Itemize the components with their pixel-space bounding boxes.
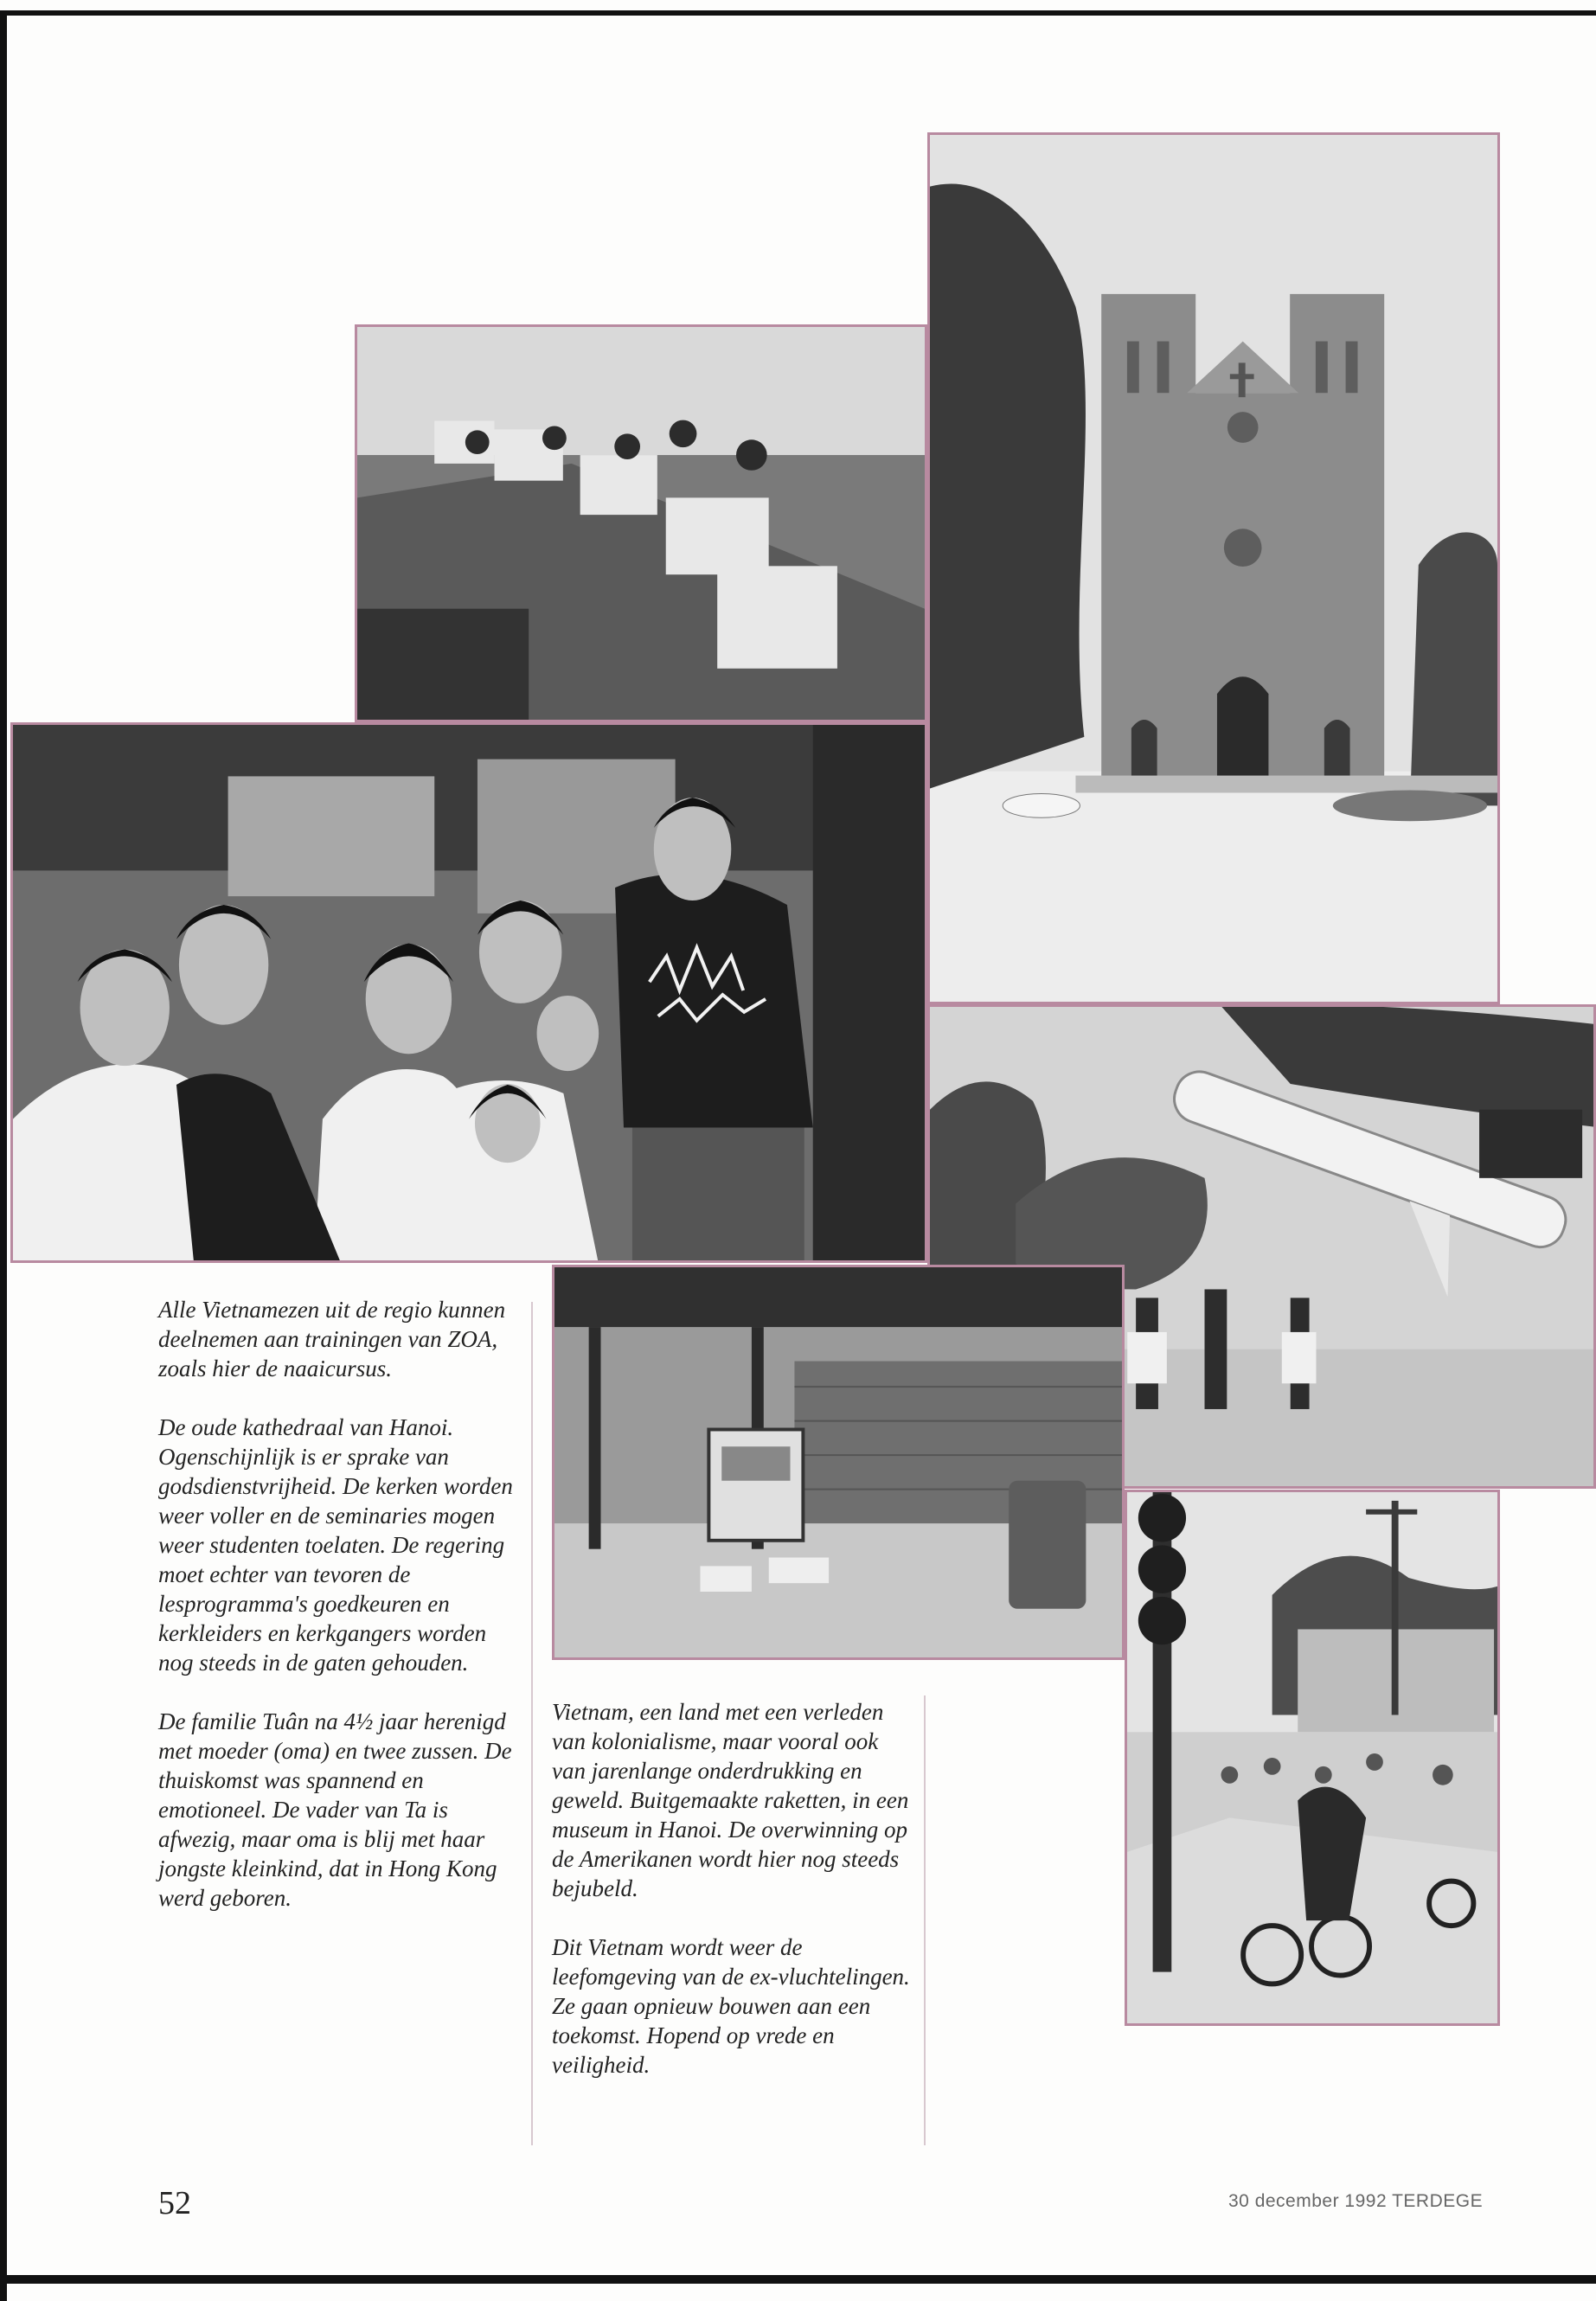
- scan-border-bottom: [0, 2275, 1596, 2284]
- photo-sewing-class: [355, 324, 927, 722]
- page-number: 52: [158, 2185, 191, 2221]
- photo-market-stall: [552, 1265, 1125, 1660]
- caption-future: Dit Vietnam wordt weer de leefomgeving van de ex-vluchtelingen. Ze gaan opnieuw bouwen aan een toekomst. Hopend op vrede en veiligheid.: [552, 1934, 910, 2078]
- photo-family-tuan: [10, 722, 927, 1263]
- photo-hanoi-cathedral: [927, 132, 1500, 1004]
- caption-captured-missiles: Vietnam, een land met een verleden van kolonialisme, maar vooral ook van jarenlange onderdrukking en geweld. Buitgemaakte raketten, in een museum in Hanoi. De overwinning op de Amerikanen wordt hier nog steeds bejubeld.: [552, 1699, 909, 1901]
- photo-hanoi-street: [1125, 1490, 1500, 2026]
- caption-hanoi-cathedral: De oude kathedraal van Hanoi. Ogenschijnlijk is er sprake van godsdienstvrijheid. De kerken worden weer voller en de seminaries mogen weer studenten toelaten. De regering moet echter van tevoren de lesprogramma's goedkeuren en kerkleiders en kerkgangers worden nog steeds in de gaten gehouden.: [158, 1414, 513, 1676]
- column-rule-middle: [924, 1695, 926, 2145]
- caption-column-middle: [552, 1697, 915, 2109]
- caption-family-tuan: De familie Tuân na 4½ jaar herenigd met moeder (oma) en twee zussen. De thuiskomst was spannend en emotioneel. De vader van Ta is afwezig, maar oma is blij met haar jongste kleinkind, dat in Hong Kong werd geboren.: [158, 1708, 512, 1911]
- column-rule-left: [531, 1302, 533, 2145]
- scan-border-top: [0, 10, 1596, 16]
- scan-border-left: [0, 10, 7, 2301]
- caption-sewing-class: Alle Vietnamezen uit de regio kunnen deelnemen aan trainingen van ZOA, zoals hier de naaicursus.: [158, 1297, 506, 1381]
- caption-column-left: [158, 1295, 522, 1942]
- footer-date-publication: 30 december 1992 TERDEGE: [1228, 2191, 1484, 2211]
